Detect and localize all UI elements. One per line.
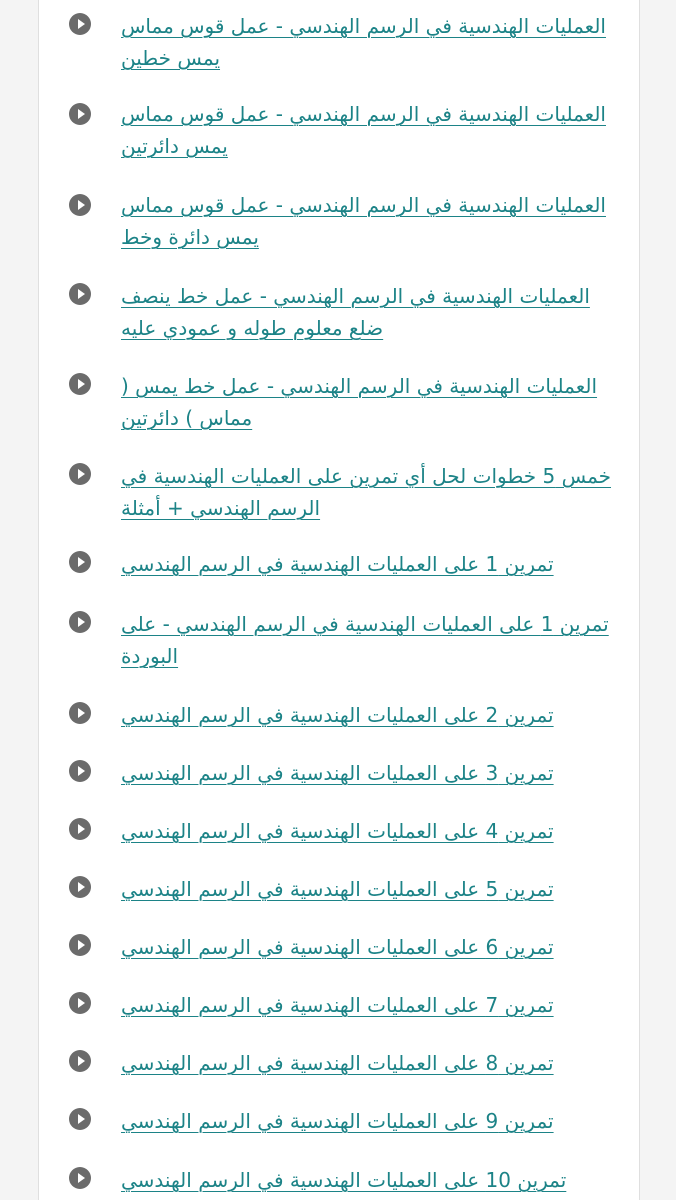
lesson-link[interactable]: خمس 5 خطوات لحل أي تمرين على العمليات الهندسية في الرسم الهندسي + أمثلة <box>121 464 611 520</box>
lesson-link[interactable]: تمرين 5 على العمليات الهندسية في الرسم الهندسي <box>121 877 554 901</box>
play-icon[interactable] <box>69 194 91 216</box>
lesson-link[interactable]: تمرين 1 على العمليات الهندسية في الرسم الهندسي <box>121 552 554 576</box>
play-icon[interactable] <box>69 818 91 840</box>
lesson-link[interactable]: العمليات الهندسية في الرسم الهندسي - عمل خط يمس ( مماس ) دائرتين <box>121 374 598 430</box>
play-icon[interactable] <box>69 702 91 724</box>
lesson-link[interactable]: تمرين 1 على العمليات الهندسية في الرسم الهندسي - على البوردة <box>121 612 609 668</box>
play-icon[interactable] <box>69 760 91 782</box>
lesson-link[interactable]: تمرين 10 على العمليات الهندسية في الرسم الهندسي <box>121 1168 567 1192</box>
play-icon[interactable] <box>69 103 91 125</box>
lesson-link[interactable]: العمليات الهندسية في الرسم الهندسي - عمل قوس مماس يمس خطين <box>121 14 606 70</box>
play-icon[interactable] <box>69 1050 91 1072</box>
lesson-link[interactable]: تمرين 3 على العمليات الهندسية في الرسم الهندسي <box>121 761 554 785</box>
lesson-link[interactable]: تمرين 7 على العمليات الهندسية في الرسم الهندسي <box>121 993 554 1017</box>
play-icon[interactable] <box>69 934 91 956</box>
lesson-link[interactable]: تمرين 2 على العمليات الهندسية في الرسم الهندسي <box>121 703 554 727</box>
play-icon[interactable] <box>69 1108 91 1130</box>
lesson-link[interactable]: تمرين 8 على العمليات الهندسية في الرسم الهندسي <box>121 1051 554 1075</box>
play-icon[interactable] <box>69 373 91 395</box>
play-icon[interactable] <box>69 13 91 35</box>
play-icon[interactable] <box>69 551 91 573</box>
lesson-link[interactable]: العمليات الهندسية في الرسم الهندسي - عمل قوس مماس يمس دائرتين <box>121 102 606 158</box>
lesson-list-panel <box>38 0 640 1200</box>
lesson-link[interactable]: تمرين 9 على العمليات الهندسية في الرسم الهندسي <box>121 1109 554 1133</box>
lesson-link[interactable]: العمليات الهندسية في الرسم الهندسي - عمل خط ينصف ضلع معلوم طوله و عمودي عليه <box>121 284 590 340</box>
play-icon[interactable] <box>69 463 91 485</box>
lesson-link[interactable]: العمليات الهندسية في الرسم الهندسي - عمل قوس مماس يمس دائرة وخط <box>121 193 606 249</box>
lesson-link[interactable]: تمرين 6 على العمليات الهندسية في الرسم الهندسي <box>121 935 554 959</box>
lesson-link[interactable]: تمرين 4 على العمليات الهندسية في الرسم الهندسي <box>121 819 554 843</box>
play-icon[interactable] <box>69 992 91 1014</box>
play-icon[interactable] <box>69 283 91 305</box>
play-icon[interactable] <box>69 611 91 633</box>
play-icon[interactable] <box>69 1167 91 1189</box>
play-icon[interactable] <box>69 876 91 898</box>
